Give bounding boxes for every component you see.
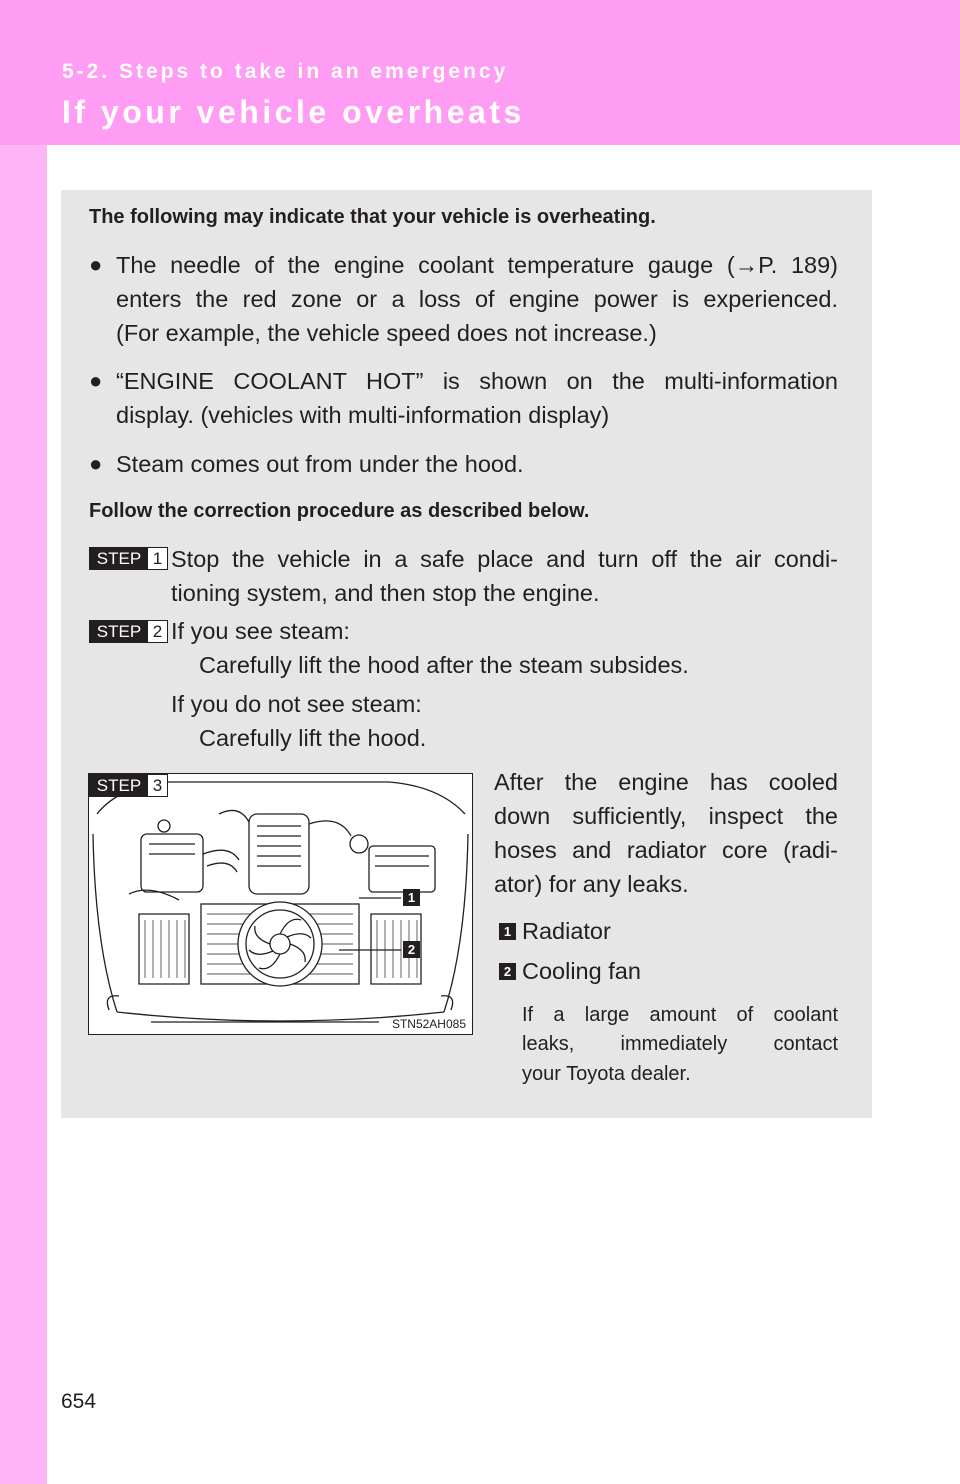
step-2-if-no-steam-action: Carefully lift the hood.	[199, 725, 427, 751]
figure-code: STN52AH085	[391, 1017, 466, 1031]
bullet-icon: ●	[89, 252, 103, 277]
page-heading: If your vehicle overheats	[62, 94, 525, 130]
side-strip	[0, 145, 47, 1484]
bullet-2-line-1: “ENGINE COOLANT HOT” is shown on the multi-information	[116, 368, 838, 394]
step-1-line-1: Stop the vehicle in a safe place and turn off the air condi-	[171, 546, 838, 572]
step-3-line-3: hoses and radiator core (radi-	[494, 837, 838, 863]
callout-2-badge: 2	[403, 941, 420, 958]
legend-2-icon: 2	[499, 963, 516, 980]
step-3-line-4: ator) for any leaks.	[494, 871, 689, 897]
step-2-if-steam-action: Carefully lift the hood after the steam subsides.	[199, 652, 689, 678]
step-3-badge	[89, 774, 168, 797]
bullet-1-line-2: enters the red zone or a loss of engine power is experienced.	[116, 286, 838, 312]
bullet-icon: ●	[89, 368, 103, 393]
legend-1-icon: 1	[499, 923, 516, 940]
step-2-if-steam: If you see steam:	[171, 618, 350, 644]
bullet-1-line-1: The needle of the engine coolant temperature gauge (→P. 189)	[116, 252, 838, 278]
legend-cooling-fan: Cooling fan	[522, 958, 641, 984]
step-2-if-no-steam: If you do not see steam:	[171, 691, 422, 717]
callout-1-badge: 1	[403, 889, 420, 906]
step-word: STEP	[90, 775, 148, 796]
note-line-2: leaks, immediately contact	[522, 1033, 838, 1055]
step-number: 3	[152, 775, 163, 795]
note-line-3: your Toyota dealer.	[522, 1063, 691, 1085]
intro-heading: The following may indicate that your vehicle is overheating.	[89, 206, 656, 228]
step-1-badge	[89, 547, 168, 570]
bullet-2-line-2: display. (vehicles with multi-information display)	[116, 402, 610, 428]
step-word: STEP	[90, 548, 148, 569]
header-bar	[0, 0, 960, 145]
step-3-line-1: After the engine has cooled	[494, 769, 838, 795]
step-2-badge	[89, 620, 168, 643]
bullet-1-line-3: (For example, the vehicle speed does not increase.)	[116, 320, 657, 346]
page-number: 654	[61, 1390, 97, 1413]
bullet-3-line-1: Steam comes out from under the hood.	[116, 451, 524, 477]
bullet-icon: ●	[89, 451, 103, 476]
engine-bay-figure	[88, 773, 473, 1035]
step-number: 1	[152, 548, 163, 568]
note-line-1: If a large amount of coolant	[522, 1004, 838, 1026]
legend-radiator: Radiator	[522, 918, 611, 944]
section-title: 5-2. Steps to take in an emergency	[62, 60, 509, 83]
step-1-line-2: tioning system, and then stop the engine.	[171, 580, 600, 606]
step-number: 2	[152, 621, 163, 641]
step-3-line-2: down sufficiently, inspect the	[494, 803, 838, 829]
procedure-heading: Follow the correction procedure as described below.	[89, 500, 590, 522]
step-word: STEP	[90, 621, 148, 642]
